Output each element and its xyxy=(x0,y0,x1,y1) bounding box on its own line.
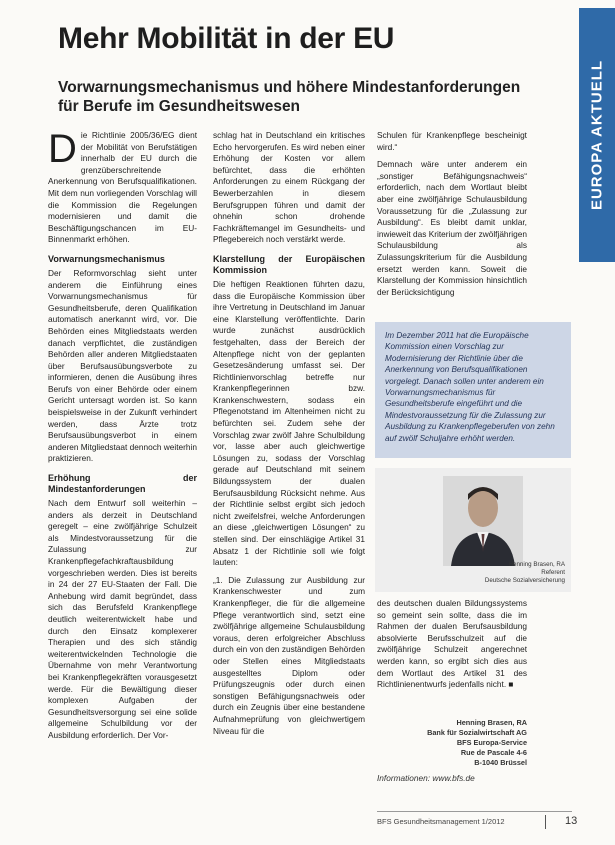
caption-name: Henning Brasen, RA xyxy=(508,561,565,568)
section-tab xyxy=(579,8,615,262)
section-heading: Klarstellung der Europäischen Kommission xyxy=(213,253,365,275)
body-paragraph: Demnach wäre unter anderem ein „sonstiger Befähigungsnachweis“ erforderlich, nach dem Wortlaut bleibt aber eine zwölfjährige Schulausbildung Voraussetzung für die „Zulassung zur Ausbildung“. Es bleibt damit unklar, inwieweit das Kriterium der zwölfjährigen Schulausbildung als Zulassungskriterium für die Ausbildung ersetzt werden kann. Soweit die Klarstellung der Kommission hinsichtlich der Berücksichtigung xyxy=(377,159,527,297)
highlight-box xyxy=(375,322,571,458)
section-tab-label: EUROPA AKTUELL xyxy=(588,59,606,211)
footer-separator xyxy=(545,815,546,829)
article-column-1 xyxy=(48,127,197,748)
body-paragraph: Nach dem Entwurf soll weiterhin – anders als derzeit in Deutschland geregelt – eine zwölfjährige Schulzeit als Mindestvoraussetzung für die Zulassung zur Krankenpflegefachkraftausbildung vorgeschrieben werden. Dies ist bereits in 24 der 27 EU-Staaten der Fall. Die Anhebung wird damit begründet, dass sich das Berufsfeld Krankenpflege deutlich weiterentwickelt habe und durch den Einsatz komplexerer Therapien und des sich ständig weiterentwickelnden Technologie die Übernahme von mehr Verantwortung bei Krankenpflegekräften vorausgesetzt werde. Für die Bewältigung dieser komplexen Aufgaben der Gesundheitsversorgung sei eine solide allgemeine Schulbildung vor der Ausbildung erforderlich. Der Vor- xyxy=(48,498,197,740)
body-paragraph: Die heftigen Reaktionen führten dazu, dass die Europäische Kommission über ihre Vertretung in Deutschland im Januar eine Klarstellung veröffentlichte. Darin wurde zunächst ausdrücklich festgehalten, dass der Bereich der Altenpflege nicht von der geplanten Gesetzesänderung umfasst sei. Der Richtlinienvorschlag betreffe nur Krankenpflegerinnen bzw. Krankenschwestern, sodass ein Pflegenotstand im Altenheimen nicht zu befürchten sei. Zudem sehe der Vorschlag zwar zwölf Jahre Schulbildung vor, lasse aber auch gleichwertige Lösungen zu, sodass der Vorschlag gerade auf Deutschland mit seinem Bildungssystem der dualen Berufsausbildung Rücksicht nehme. Aus der Richtlinie selbst ergibt sich jedoch nicht zweifelsfrei, welche Anforderungen an diese „gleichwertigen Lösungen“ zu stellen sind. Der einschlägige Artikel 31 Absatz 1 der Richtlinie soll wie folgt lauten: xyxy=(213,278,365,568)
info-link[interactable]: Informationen: www.bfs.de xyxy=(377,773,475,783)
photo-caption xyxy=(485,561,565,585)
body-paragraph: schlag hat in Deutschland ein kritisches Echo hervorgerufen. Es wird neben einer Erhöhung der Kosten vor allem befürchtet, dass die erhöhten Anforderungen zu einem Rückgang der Bewerberzahlen in diesem Berufsgruppen führen und damit der ohnehin schon drohende Fachkräftemangel im Gesundheits- und Pflegebereich noch verstärkt werde. xyxy=(213,130,365,245)
body-paragraph: Der Reformvorschlag sieht unter anderem die Einführung eines Vorwarnungsmechanismus für Gesundheitsberufe, deren Qualifikation automatisch anerkannt wird, vor. Die Behörden eines Mitgliedstaats werden danach verpflichtet, die zuständigen Behörden aller anderen Mitgliedstaaten über Berufsausübungsverbote zu informieren, denen die Ausübung ihres Berufs von einer Behörde oder einem Gericht untersagt worden ist. So kann beispielsweise in der Zukunft verhindert werden, dass Ärzte trotz Berufsausübungsverbot in einem anderen Mitgliedstaat dennoch weiterhin praktizieren. xyxy=(48,267,197,464)
intro-text: ie Richtlinie 2005/36/EG dient der Mobilität von Berufstätigen innerhalb der EU durch die grenzüberschreitende Anerkennung von Berufsqualifikationen. Mit dem nun vorliegenden Vorschlag will die Kommission die Regelungen modernisieren und damit die Beschäftigungschancen im EU-Binnenmarkt erhöhen. xyxy=(48,130,197,245)
author-photo xyxy=(375,468,571,592)
caption-role: Referent xyxy=(541,569,565,576)
article-column-2 xyxy=(213,130,365,743)
author-line: B-1040 Brüssel xyxy=(474,758,527,767)
section-heading: Erhöhung der Mindestanforderungen xyxy=(48,473,197,495)
author-block xyxy=(377,718,527,768)
body-paragraph: des deutschen dualen Bildungssystems so gemeint sein sollte, dass die im Rahmen der dualen Berufsausbildung absolvierte Berufsschulzeit auf die zwölfjährige Schulzeit angerechnet werden kann, so ergibt sich dies aus dem Wortlaut des Artikel 31 des Richtlinienentwurfs jedenfalls nicht. ■ xyxy=(377,598,527,690)
article-column-3-continued xyxy=(377,598,527,697)
body-paragraph: „1. Die Zulassung zur Ausbildung zur Krankenschwester und zum Krankenpfleger, die für die allgemeine Pflege verantwortlich sind, setzt eine zwölfjährige allgemeine Schulausbildung voraus, deren erfolgreicher Abschluss durch ein von den zuständigen Behörden oder Stellen eines Mitgliedstaats ausgestelltes Diplom oder Prüfungszeugnis oder durch einen sonstigen Befähigungsnachweis oder durch ein Zeugnis über eine bestandene Aufnahmeprüfung von gleichwertigem Niveau für die xyxy=(213,574,365,736)
author-line: Bank für Sozialwirtschaft AG xyxy=(427,728,527,737)
page-title: Mehr Mobilität in der EU xyxy=(58,22,395,55)
author-line: Rue de Pascale 4-6 xyxy=(460,748,527,757)
author-line: BFS Europa-Service xyxy=(456,738,527,747)
body-paragraph: Schulen für Krankenpflege bescheinigt wird.“ xyxy=(377,130,527,152)
section-heading: Vorwarnungsmechanismus xyxy=(48,253,165,264)
intro-paragraph xyxy=(48,127,197,246)
article-column-3 xyxy=(377,130,527,304)
page-subtitle: Vorwarnungsmechanismus und höhere Mindestanforderungen für Berufe im Gesundheitswesen xyxy=(58,79,521,115)
page-number: 13 xyxy=(565,815,578,827)
drop-cap: D xyxy=(48,127,77,171)
highlight-text: Im Dezember 2011 hat die Europäische Kommission einen Vorschlag zur Modernisierung der Richtlinie über die Anerkennung von Berufsqualifikationen vorgelegt. Danach sollen unter anderem ein Vorwarnungsmechanismus für Gesundheitsberufe eingeführt und die Mindestvoraussetzung für die Zulassung zur Ausbildung zu Krankenpflegeberufen von zehn auf zwölf Schuljahre erhöht werden. xyxy=(385,331,555,443)
caption-org: Deutsche Sozialversicherung xyxy=(484,577,565,584)
footer-divider xyxy=(377,811,572,812)
footer-publication: BFS Gesundheitsmanagement 1/2012 xyxy=(377,817,505,826)
author-line: Henning Brasen, RA xyxy=(456,718,527,727)
portrait-image xyxy=(443,476,523,566)
